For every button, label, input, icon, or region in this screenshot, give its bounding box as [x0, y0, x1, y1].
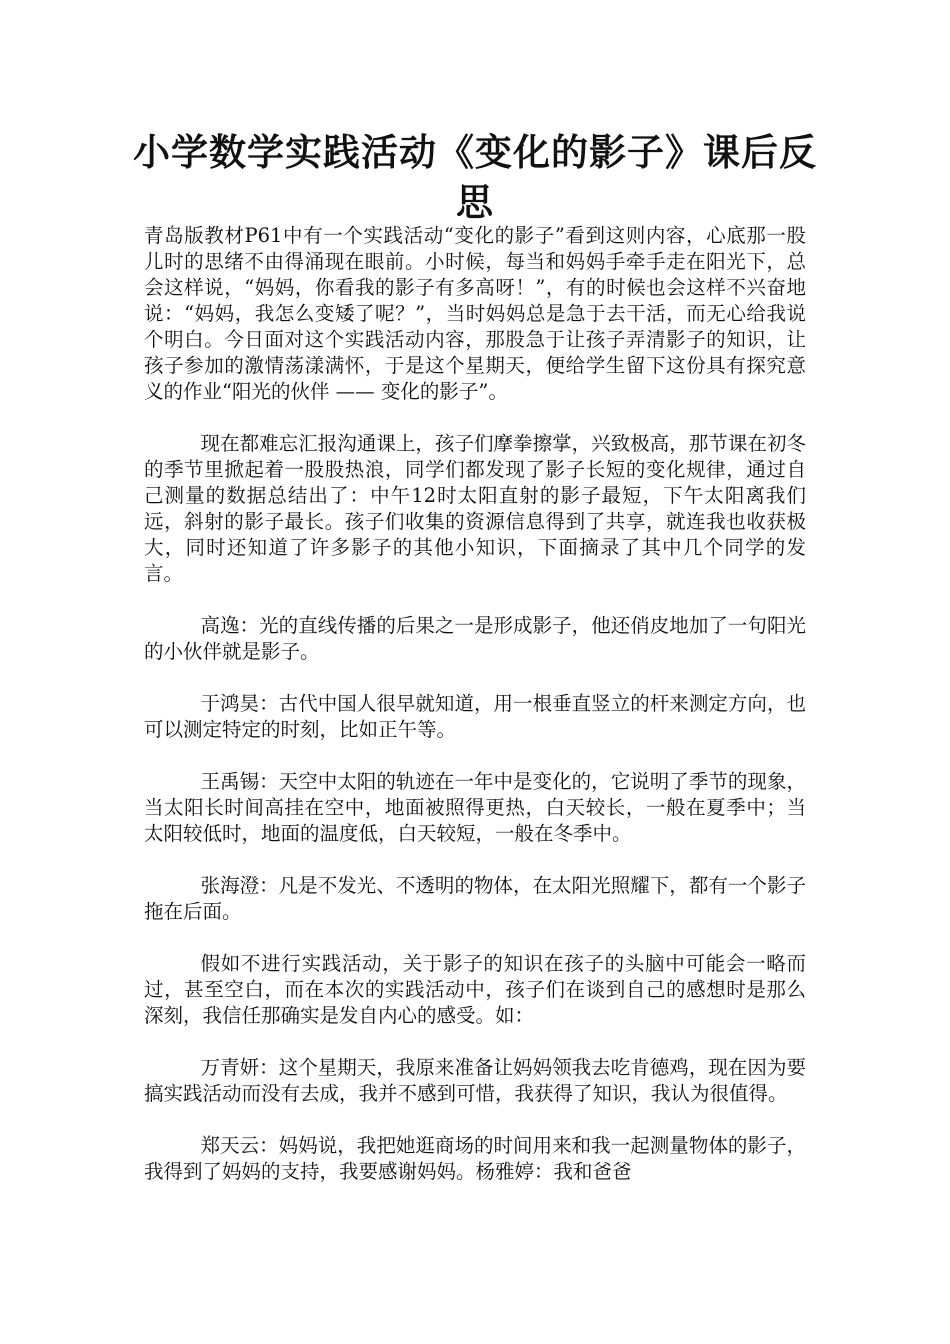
paragraph-reflection: 假如不进行实践活动，关于影子的知识在孩子的头脑中可能会一略而过，甚至空白，而在本次的实践活动中，孩子们在谈到自己的感想时是那么深刻，我信任那确实是发自内心的感受。如：: [144, 952, 806, 1027]
paragraph-zheng-tianyun: 郑天云：妈妈说，我把她逛商场的时间用来和我一起测量物体的影子，我得到了妈妈的支持，我要感谢妈妈。杨雅婷：我和爸爸: [144, 1134, 806, 1183]
paragraph-gao-yi: 高逸：光的直线传播的后果之一是形成影子，他还俏皮地加了一句阳光的小伙伴就是影子。: [144, 614, 806, 663]
paragraph-wan-qingyan: 万青妍：这个星期天，我原来准备让妈妈领我去吃肯德鸡，现在因为要搞实践活动而没有去成，我并不感到可惜，我获得了知识，我认为很值得。: [144, 1056, 806, 1105]
paragraph-zhang-haicheng: 张海澄：凡是不发光、不透明的物体，在太阳光照耀下，都有一个影子拖在后面。: [144, 874, 806, 923]
paragraph-intro: 青岛版教材P61中有一个实践活动“变化的影子”看到这则内容，心底那一股儿时的思绪不由得涌现在眼前。小时候，每当和妈妈手牵手走在阳光下，总会这样说，“妈妈，你看我的影子有多高呀！”，有的时候也会这样不兴奋地说：“妈妈，我怎么变矮了呢？”，当时妈妈总是急于去干活，而无心给我说个明白。今日面对这个实践活动内容，那股急于让孩子弄清影子的知识，让孩子参加的激情荡漾满怀，于是这个星期天，便给学生留下这份具有探究意义的作业“阳光的伙伴 —— 变化的影子”。: [144, 224, 806, 403]
paragraph-wang-yuxi: 王禹锡：天空中太阳的轨迹在一年中是变化的，它说明了季节的现象，当太阳长时间高挂在空中，地面被照得更热，白天较长，一般在夏季中；当太阳较低时，地面的温度低，白天较短，一般在冬季中。: [144, 770, 806, 845]
document-body: [144, 223, 806, 1185]
paragraph-class-report: 现在都难忘汇报沟通课上，孩子们摩拳擦掌，兴致极高，那节课在初冬的季节里掀起着一股股热浪，同学们都发现了影子长短的变化规律，通过自己测量的数据总结出了：中午12时太阳直射的影子最短，下午太阳离我们远，斜射的影子最长。孩子们收集的资源信息得到了共享，就连我也收获极大，同时还知道了许多影子的其他小知识，下面摘录了其中几个同学的发言。: [144, 432, 806, 585]
paragraph-yu-honghao: 于鸿昊：古代中国人很早就知道，用一根垂直竖立的杆来测定方向，也可以测定特定的时刻，比如正午等。: [144, 692, 806, 741]
document-title: 小学数学实践活动《变化的影子》课后反思: [133, 131, 817, 224]
